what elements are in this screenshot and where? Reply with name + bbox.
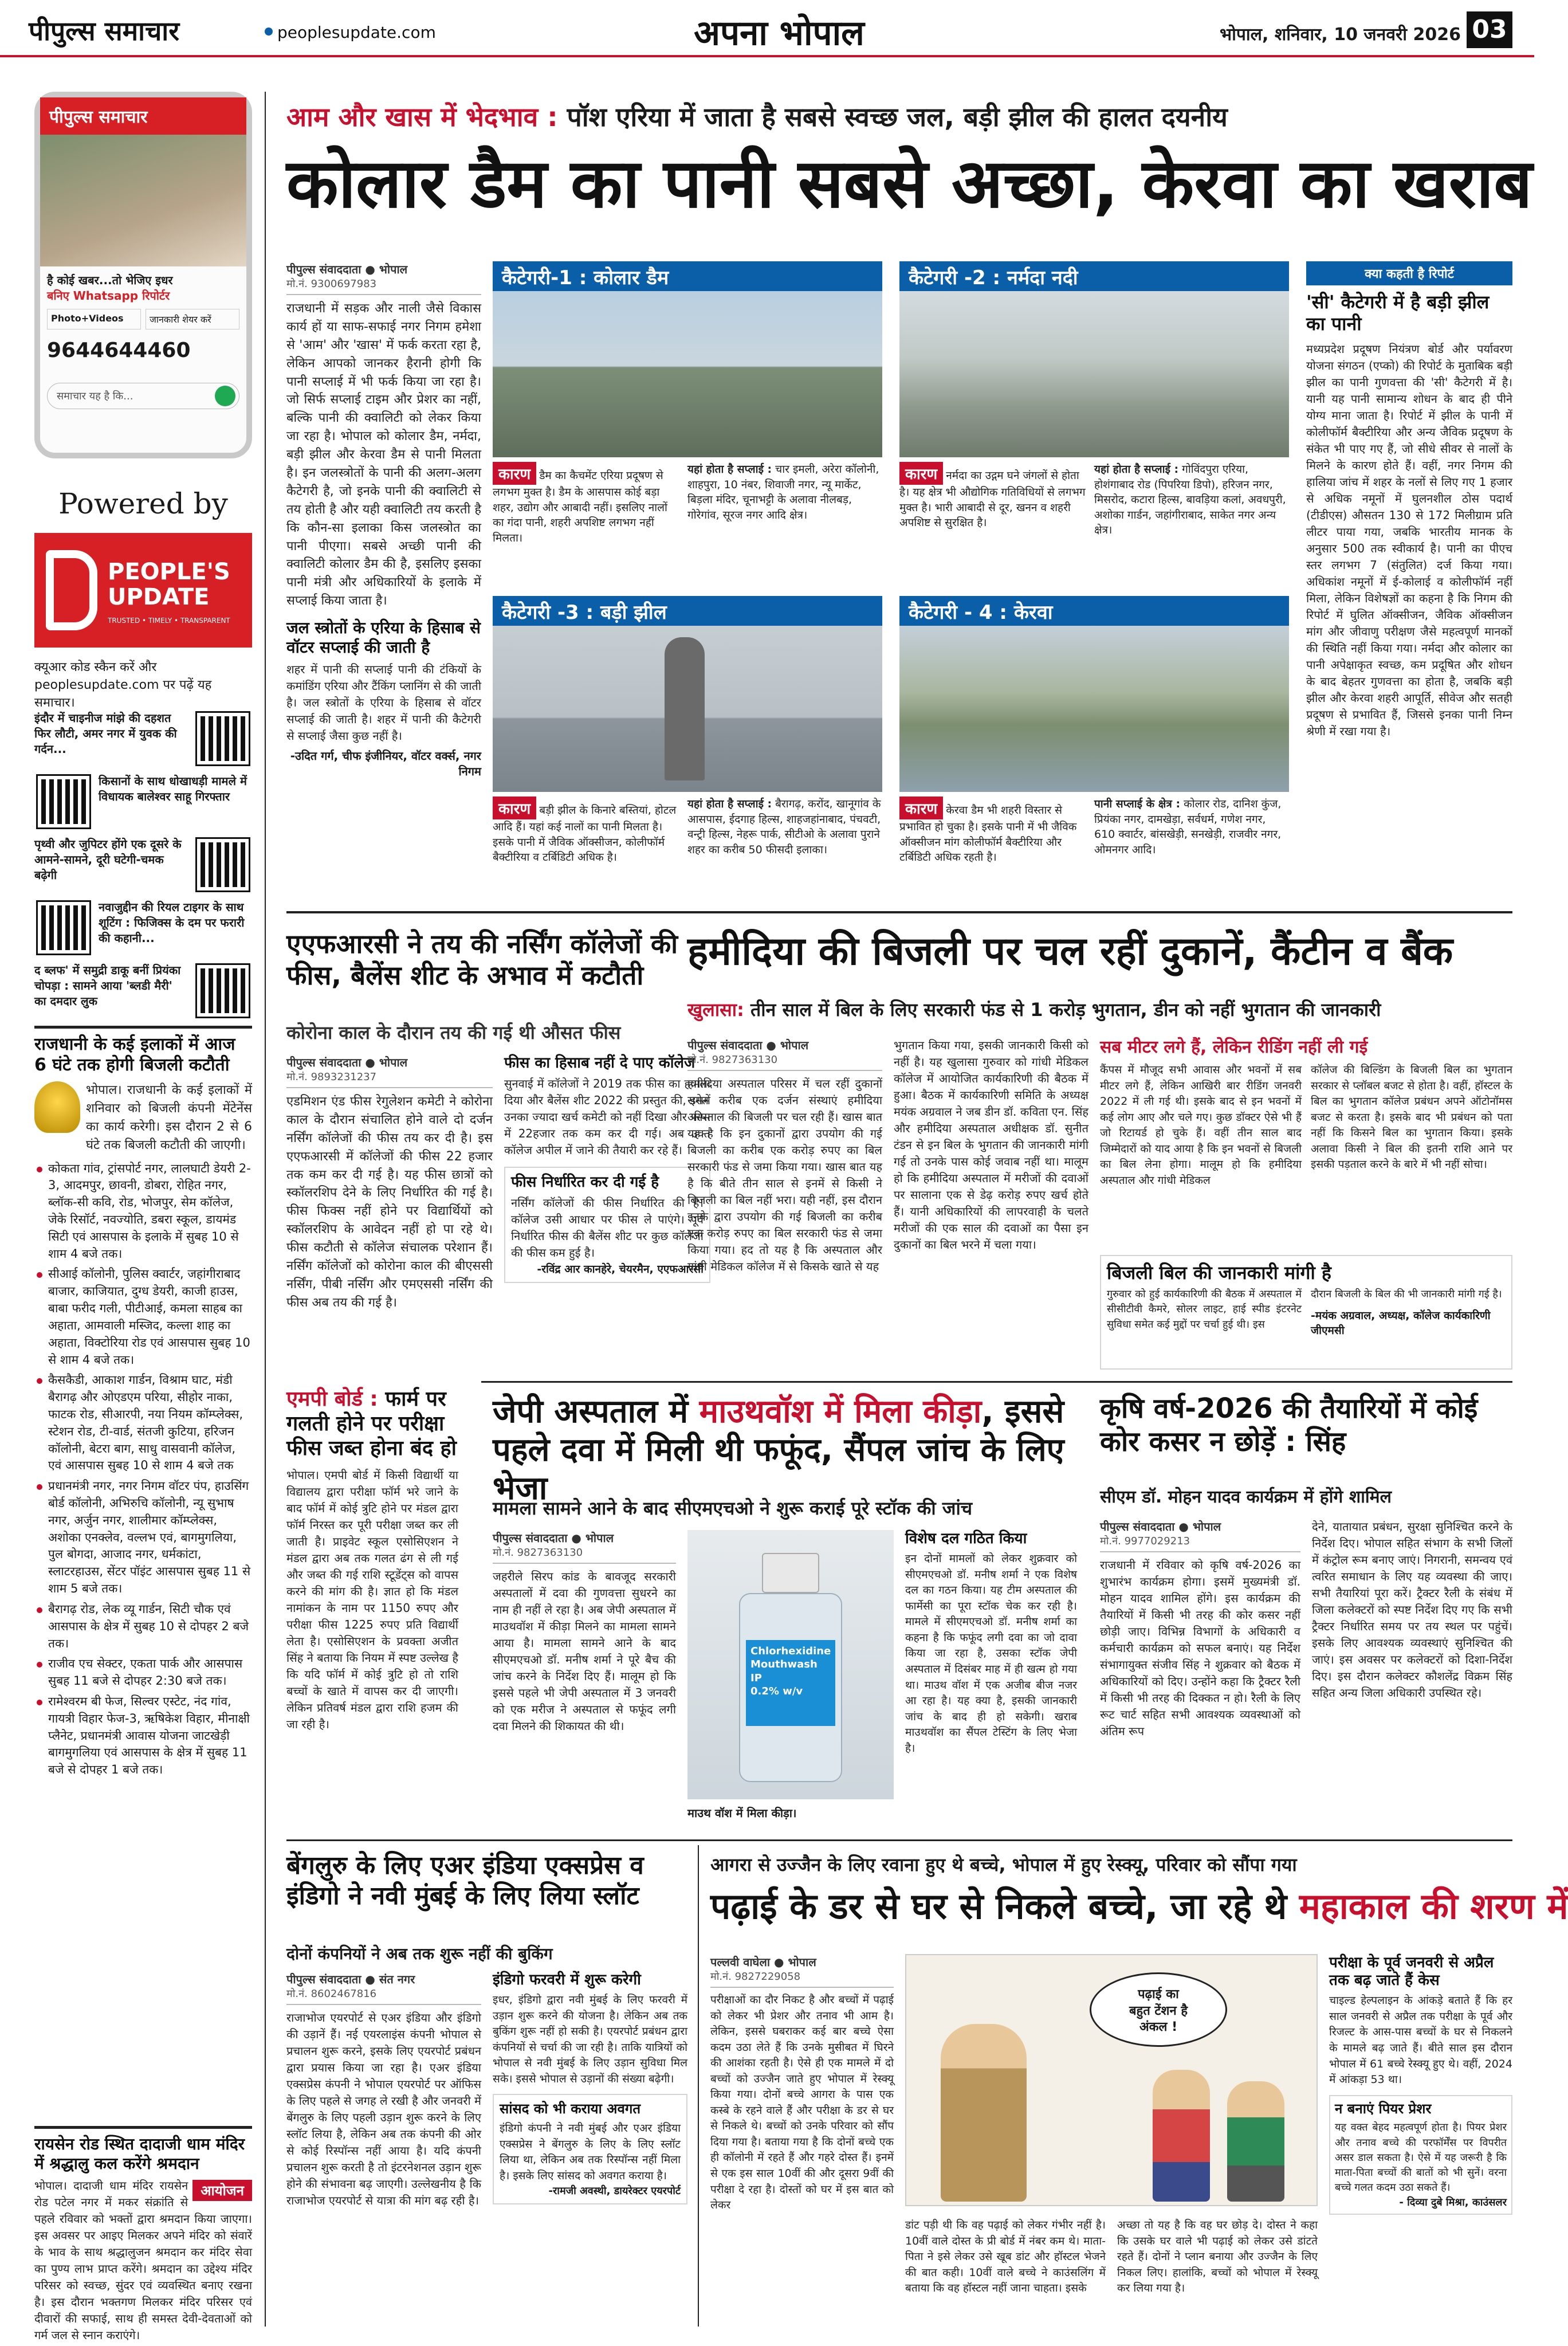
- report-box: [1306, 261, 1512, 897]
- bubble-line-1: पढ़ाई का: [1138, 1987, 1179, 2002]
- hamidia-headline: हमीदिया की बिजली पर चल रहीं दुकानें, कैंटीन व बैंक: [687, 929, 1453, 974]
- hamidia-quote-text-2: दौरान बिजली के बिल की भी जानकारी मांगी गई है।: [1311, 1288, 1502, 1301]
- lead-body: राजधानी में सड़क और नाली जैसे विकास कार्य हों या साफ-सफाई नगर निगम हमेशा से 'आम' और 'खास' में फर्क करता रहा है, लेकिन आपको जानकर हैरानी होगी कि पानी सप्लाई में भी फर्क किया जा रहा है। जो सिर्फ सप्लाई टाइम और प्रेशर का नहीं, बल्कि पानी की क्वालिटी को लेकर किया जा रहा है। भोपाल को कोलार डैम, नर्मदा, बड़ी झील और केरवा डैम से पानी मिलता है। इन जलस्त्रोतों के पानी की अलग-अलग कैटेगरी है, जो इनके पानी की क्वालिटी से तय होती है और यही क्वालिटी तय करती है कि कौन-सा इलाका किस जलस्त्रोत का पानी पीएगा। सबसे अच्छी पानी की क्वालिटी कोलार डैम की है, इसलिए इसका पानी मंत्री और अधिकारियों के इलाके में सप्लाई किया जाता है।: [286, 301, 481, 609]
- hamidia-body-3: कैंपस में मौजूद सभी आवास और भवनों में सब मीटर लगे हैं, लेकिन आखिरी बार रीडिंग जनवरी 2022 में ली गई थी। इसके बाद से इन भवनों में कई लोग आए और चले गए। कुछ डॉक्टर ऐसे भी हैं जो रिटायर्ड हो चुके हैं। वहीं तीन साल बाद जिम्मेदारों को याद आया है कि इन भवनों से बिजली का बिल लेना होगा। मालूम हो कि हमीदिया अस्पताल और गांधी मेडिकल: [1100, 1064, 1302, 1187]
- kids-side: [1329, 1954, 1512, 2327]
- ad-photo-videos: Photo+Videos: [47, 309, 141, 329]
- qr-item[interactable]: [34, 837, 252, 894]
- kolar-dam-photo: [493, 291, 882, 457]
- section-rule-3: [286, 1839, 1512, 1841]
- qr-item[interactable]: [34, 963, 252, 1020]
- ad-citizen: जानकारी शेयर करें: [146, 309, 239, 329]
- kids-quote: [1329, 2095, 1512, 2215]
- airline-headline: बेंगलुरु के लिए एअर इंडिया एक्सप्रेस व इंडिगो ने नवी मुंबई के लिए लिया स्लॉट: [286, 1851, 644, 1910]
- hamidia-meter-title: सब मीटर लगे हैं, लेकिन रीडिंग नहीं ली गई: [1100, 1037, 1368, 1057]
- nursing-deck: कोरोना काल के दौरान तय की गई थी औसत फीस: [286, 1022, 621, 1043]
- qr-item[interactable]: [34, 900, 252, 957]
- airline-quote-title: सांसद को भी कराया अवगत: [500, 2101, 641, 2117]
- nursing-quote-author: -रविंद्र आर कानहेरे, चेयरमैन, एएफआरसी: [537, 1263, 704, 1276]
- mic-icon[interactable]: [215, 386, 235, 406]
- kids-quote-author: - दिव्या दुबे मिश्रा, काउंसलर: [1399, 2196, 1507, 2208]
- whatsapp-ad: [34, 92, 252, 458]
- hamidia-quote-text: गुरुवार को हुई कार्यकारिणी की बैठक में अस्पताल में सीसीटीवी कैमरे, सोलर लाइट, हाई स्पीड इंटरनेट सुविधा समेत कई मुद्दों पर चर्चा हुई थी। इस: [1107, 1288, 1302, 1331]
- hamidia-col-1: [687, 1037, 882, 1370]
- qr-item-text: पृथ्वी और जुपिटर होंगे एक दूसरे के आमने-सामने, दूरी घटेगी-चमक बढ़ेगी: [34, 837, 182, 882]
- cause-text: बड़ी झील के किनारे बस्तियां, होटल आदि हैं। यहां कई नालों का पानी मिलता है। इसके पानी में जैविक ऑक्सीजन, कोलीफॉर्म बैक्टीरिया व टर्बिडिटी अधिक है।: [493, 804, 677, 864]
- cause-label: कारण: [493, 462, 536, 485]
- nursing-byline: पीपुल्स संवाददाता ● भोपाल मो.नं. 9893231237: [286, 1054, 493, 1088]
- cause-text: नर्मदा का उद्गम घने जंगलों से होता है। यह क्षेत्र भी औद्योगिक गतिविधियों से लगभग मुक्त है। भारी आबादी से दूर, खनन व शहरी अपशिष्ट से सुरक्षित है।: [899, 469, 1086, 529]
- kids-quote-title: न बनाएं पियर प्रेशर: [1335, 2100, 1432, 2117]
- kids-body-2: डांट पड़ी थी कि वह पढ़ाई को लेकर गंभीर नहीं है। 10वीं वाले दोस्त के प्री बोर्ड में नंबर कम थे। माता-पिता ने इसे लेकर उसे खूब डांट और हॉस्टल भेजने की बात कही। 10वीं वाले बच्चे ने काउंसलिंग में बताया कि वह हॉस्टल नहीं जाना चाहता। इसके: [905, 2219, 1106, 2295]
- airline-body-col: [286, 1971, 481, 2327]
- kids-headline-b: महाकाल की शरण में: [1299, 1885, 1568, 1927]
- jp-headline-a: जेपी अस्पताल में: [493, 1393, 699, 1430]
- pullquote-author: -उदित गर्ग, चीफ इंजीनियर, वॉटर वर्क्स, नगर निगम: [290, 749, 481, 779]
- peoples-update-logo: [34, 533, 252, 648]
- hamidia-quote-author: -मयंक अग्रवाल, अध्यक्ष, कॉलेज कार्यकारिणी जीएमसी: [1311, 1309, 1491, 1337]
- qr-item-text: नवाजुद्दीन की रियल टाइगर के साथ शूटिंग : फिजिक्स के दम पर फरारी की कहानी...: [99, 900, 245, 945]
- kids-cartoon: [905, 1954, 1318, 2206]
- mpboard-headline: [286, 1387, 458, 1461]
- ad-photo: [40, 135, 246, 266]
- kids-mobile: मो.नं. 9827229058: [710, 1971, 801, 1983]
- airline-side-title: इंडिगो फरवरी में शुरू करेगी: [493, 1971, 641, 1988]
- lead-kicker-highlight: आम और खास में भेदभाव :: [286, 101, 558, 132]
- lead-kicker-rest: पॉश एरिया में जाता है सबसे स्वच्छ जल, बड़ी झील की हालत दयनीय: [567, 101, 1228, 132]
- krishi-byline: पीपुल्स संवाददाता ● भोपाल मो.नं. 9977029213: [1100, 1519, 1300, 1552]
- bottle-label: [746, 1640, 835, 1726]
- section-title: अपना भोपाल: [694, 13, 864, 53]
- lead-kicker: [286, 99, 1512, 133]
- supply-label: यहां होता है सप्लाई :: [687, 798, 772, 810]
- power-cut-area: कैसकैडी, आकाश गार्डन, विश्राम घाट, मंडी बैरागढ़ और ओएडएम परिया, सीहोर नाका, फाटक रोड, सीआरपी, नया नियम कॉम्प्लेक्स, स्टेशन रोड, टी-वार्ड, संतजी कुटिया, हरिजन कॉलोनी, बेटरा बाग, साधु वासवानी कॉलेज, एवं आसपास सुबह 10 से शाम 4 बजे तक: [34, 1372, 252, 1474]
- powered-by: Powered by: [58, 487, 228, 520]
- krishi-col-2: देने, यातायात प्रबंधन, सुरक्षा सुनिश्चित करने के निर्देश दिए। भोपाल सहित संभाग के सभी जिलों में कंट्रोल रूम बनाए जाएं। निगरानी, समन्वय एवं त्वरित समाधान के लिए यह व्यवस्था की जाए। सभी तैयारियां पूरा करें। ट्रैक्टर रैली के संबंध में जिला कलेक्टरों को स्पष्ट निर्देश दिए गए कि सभी ट्रैक्टर निर्धारित समय पर तय स्थल पर पहुंचें। इसके लिए आवश्यक व्यवस्थाएं सुनिश्चित की जाएं। इस अवसर पर कलेक्टरों को दिशा-निर्देश दिए। इस दौरान कलेक्टर कौशलेंद्र विक्रम सिंह सहित अन्य जिला अधिकारी उपस्थित रहे।: [1312, 1520, 1512, 1700]
- logo-text: PEOPLE'S UPDATE: [108, 559, 230, 610]
- masthead: [0, 0, 1534, 57]
- mouthwash-photo: [687, 1530, 894, 1799]
- report-tag: क्या कहती है रिपोर्ट: [1306, 261, 1512, 285]
- power-cut-area: राजीव एच सेक्टर, एकता पार्क और आसपास सुबह 11 बजे से दोपहर 2:30 बजे तक।: [34, 1655, 252, 1690]
- qr-code[interactable]: [38, 776, 89, 827]
- hamidia-quote: [1100, 1255, 1512, 1370]
- hamidia-deck-kick: खुलासा:: [687, 999, 744, 1021]
- lead-body-column: [286, 261, 481, 897]
- qr-code[interactable]: [197, 965, 249, 1017]
- bada-talab-photo: [493, 626, 882, 792]
- cause-text: डैम का कैचमेंट एरिया प्रदूषण से लगभग मुक्त है। डैम के आसपास कोई बड़ा शहर, उद्योग और आबादी नहीं। इसलिए नालों का गंदा पानी, शहरी अपशिष्ट लगभग नहीं मिलता।: [493, 469, 667, 544]
- lead-mobile: मो.नं. 9300697983: [286, 278, 377, 290]
- mouthwash-caption: माउथ वॉश में मिला कीड़ा।: [687, 1806, 797, 1820]
- jp-sub-text: इन दोनों मामलों को लेकर शुक्रवार को सीएमएचओ डॉ. मनीष शर्मा ने एक विशेष दल का गठन किया। यह टीम अस्पताल की फार्मेसी का पूरा स्टॉक चेक कर रही है। मामले में सीएमएचओ डॉ. मनीष शर्मा का कहना है कि फफूंद लगी दवा का जो दावा किया जा रहा है, उसका स्टॉक जेपी अस्पताल में दिसंबर माह में ही खत्म हो गया था। माउथ वॉश में एक अजीब बीज नजर आ रहा है। यह क्या है, इसकी जानकारी जांच के बाद ही हो सकेगी। खराब माउथवॉश का सैंपल टेस्टिंग के लिए भेजा है।: [905, 1552, 1077, 1755]
- child-figure-2: [1227, 2081, 1284, 2202]
- airline-quote-author: -रामजी अवस्थी, डायरेक्टर एयरपोर्ट: [548, 2185, 681, 2198]
- krishi-col-1: [1100, 1519, 1300, 1828]
- section-rule: [286, 911, 1512, 913]
- power-cut-headline: राजधानी के कई इलाकों में आज 6 घंटे तक होगी बिजली कटौती: [34, 1034, 235, 1075]
- category-box-1: [493, 261, 882, 582]
- kids-quote-text: यह वक्त बेहद महत्वपूर्ण होता है। पियर प्रेशर और तनाव बच्चे की परफॉर्मेंस पर विपरीत असर डाल सकता है। ऐसे में यह जरूरी है कि माता-पिता बच्चों की बातों को भी सुनें। वरना बच्चे गलत कदम उठा सकते हैं।: [1335, 2121, 1507, 2194]
- nursing-body: एडमिशन एंड फीस रेगुलेशन कमेटी ने कोरोना काल के दौरान संचालित होने वाले दो दर्जन नर्सिंग कॉलेजों की फीस तय कर दी है। इस एएफआरसी में कॉलेजों की फीस 22 हजार तक कम कर दी गई है। यह फीस छात्रों को स्कॉलरशिप देने के लिए निर्धारित की गई है। फीस फिक्स नहीं होने पर विद्यार्थियों को स्कॉलरशिप के आवेदन नहीं हो पा रहे थे। फीस कटौती से कॉलेज संचालक परेशान हैं। नर्सिंग कॉलेजों को कोरोना काल की बीएससी नर्सिंग, पीबी नर्सिंग और एमएससी नर्सिंग की फीस अब तय की गई है।: [286, 1094, 493, 1310]
- krishi-mobile: मो.नं. 9977029213: [1100, 1535, 1190, 1547]
- airline-side-text: इधर, इंडिगो द्वारा नवी मुंबई के लिए फरवरी में उड़ान शुरू करने की योजना है। लेकिन अब तक बुकिंग शुरू नहीं हो सकी है। एयरपोर्ट प्रबंधन द्वारा कंपनियों से चर्चा की जा रही है। ताकि यात्रियों को भोपाल से नवी मुंबई के लिए उड़ान सुविधा मिल सके। इससे भोपाल से उड़ानों की संख्या बढ़ेगी।: [493, 1994, 687, 2085]
- ad-line1: है कोई खबर...तो भेजिए इधर: [47, 273, 173, 287]
- airline-deck: दोनों कंपनियों ने अब तक शुरू नहीं की बुकिंग: [286, 1944, 553, 1963]
- logo-tagline: TRUSTED • TIMELY • TRANSPARENT: [108, 617, 230, 625]
- bottle-body: [739, 1593, 842, 1782]
- jp-headline-b: माउथवॉश में मिला कीड़ा: [699, 1393, 982, 1430]
- statue-shape: [665, 637, 705, 780]
- lead-headline: कोलार डैम का पानी सबसे अच्छा, केरवा का खराब: [286, 144, 1532, 223]
- jp-deck: मामला सामने आने के बाद सीएमएचओ ने शुरू कराई पूरे स्टॉक की जांच: [493, 1497, 973, 1519]
- brand-logo: पीपुल्स समाचार: [29, 15, 180, 46]
- ad-chat-placeholder: समाचार यह है कि...: [57, 390, 133, 402]
- speech-bubble: [1090, 1972, 1227, 2047]
- bulb-icon: [34, 1081, 80, 1133]
- nursing-side-title: फीस का हिसाब नहीं दे पाए कॉलेज: [504, 1054, 695, 1072]
- dada-dham-story: [34, 2126, 252, 2343]
- kerwa-dam-photo: [899, 626, 1289, 792]
- supply-text: गोविंदपुरा एरिया, होशंगाबाद रोड (पिपरिया डिपो), हरिजन नगर, मिसरोद, कटारा हिल्स, बावड़िया कलां, अवधपुरी, अशोका गार्डन, जहांगीराबाद, साकेत नगर अन्य क्षेत्र।: [1094, 463, 1286, 537]
- lead-pullquote: [286, 618, 481, 779]
- power-cut-area: बैरागढ़ रोड, लेक व्यू गार्डन, सिटी चौक एवं आसपास के क्षेत्र में सुबह 10 से दोपहर 2 बजे तक।: [34, 1601, 252, 1652]
- hamidia-mobile: मो.नं. 9827363130: [687, 1054, 778, 1066]
- pullquote-text: शहर में पानी की सप्लाई पानी की टंकियों के कमांडिंग एरिया और टैंकिंग प्लानिंग से की जाती है। जल स्त्रोतों के एरिया के हिसाब से वॉटर सप्लाई की जाती है। शहर में पानी की कैटेगरी से सप्लाई जैसा कुछ नहीं है।: [286, 662, 481, 743]
- qr-item-text: किसानों के साथ धोखाधड़ी मामले में विधायक बालेश्वर साहू गिरफ्तार: [99, 774, 247, 803]
- kids-col-1: [710, 1954, 894, 2327]
- jp-body: जहरीले सिरप कांड के बावजूद सरकारी अस्पतालों में दवा की गुणवत्ता सुधरने का नाम ही नहीं ले रहा है। अब जेपी अस्पताल में माउथवॉश में कीड़ा मिलने का मामला सामने आया है। मामला सामने आने के बाद सीएमएचओ डॉ. मनीष शर्मा ने पूरे बैच की जांच करने के निर्देश दिए हैं। मालूम हो कि इससे पहले भी जेपी अस्पताल में 3 जनवरी को एक मरीज ने अस्पताल से फफूंद लगी दवा मिलने की शिकायत की थी।: [493, 1570, 676, 1733]
- kids-byline: पल्लवी वाघेला ● भोपाल मो.नं. 9827229058: [710, 1954, 894, 1988]
- nursing-mobile: मो.नं. 9893231237: [286, 1071, 377, 1083]
- dada-dham-tag: आयोजन: [192, 2180, 252, 2201]
- column-rule-2: [698, 1845, 699, 2327]
- dateline: भोपाल, शनिवार, 10 जनवरी 2026: [1220, 25, 1461, 45]
- airline-quote: [493, 2094, 687, 2204]
- report-body: मध्यप्रदेश प्रदूषण नियंत्रण बोर्ड और पर्यावरण योजना संगठन (एप्को) की रिपोर्ट के मुताबिक बड़ी झील का पानी गुणवत्ता की 'सी' कैटेगरी में है। यानी यह पानी सामान्य शोधन के बाद ही पीने योग्य माना जाता है। रिपोर्ट में झील के पानी में कोलीफॉर्म बैक्टीरिया और अन्य जैविक प्रदूषण के संकेत भी पाए गए हैं, जो सीधे सीवर से नालों के मिलने के कारण होते हैं। वहीं, नगर निगम की हालिया जांच में शहर के नलों से लिए गए 1 हजार से अधिक नमूनों में घुलनशील ठोस पदार्थ (टीडीएस) औसतन 130 से 172 मिलीग्राम प्रति लीटर पाया गया, जबकि भारतीय मानक के अनुसार 500 तक स्वीकार्य है। पानी का पीएच स्तर लगभग 7 (संतुलित) दर्ज किया गया। अधिकांश नमूनों में ई-कोलाई व कोलीफॉर्म नहीं मिला, लेकिन विशेषज्ञों का कहना है कि निगम की रिपोर्ट में घुलित ऑक्सीजन, जैविक ऑक्सीजन मांग और जीवाणु परीक्षण जैसे महत्वपूर्ण मानकों की स्थिति नहीं किया गया। नर्मदा और कोलार का पानी अपेक्षाकृत स्वच्छ, कम प्रदूषित और शोधन के बाद बेहतर गुणवत्ता का होता है, जबकि बड़ी झील और केरवा शहरी आपूर्ति, सीवेज और सतही प्रदूषण से प्रभावित हैं, जिससे इनका पानी निम्न श्रेणी में रखा गया है।: [1306, 342, 1512, 738]
- krishi-deck: सीएम डॉ. मोहन यादव कार्यक्रम में होंगे शामिल: [1100, 1487, 1392, 1507]
- airline-mobile: मो.नं. 8602467816: [286, 1988, 377, 2000]
- krishi-body-1: राजधानी में रविवार को कृषि वर्ष-2026 का शुभारंभ कार्यक्रम होगा। इसमें मुख्यमंत्री डॉ. मोहन यादव शामिल होंगे। इस कार्यक्रम की तैयारियों में किसी भी तरह की कोर कसर नहीं छोड़ी जाए। विभिन्न विभागों के अधिकारी व कर्मचारी कार्यक्रम को सफल बनाएं। यह निर्देश संभागायुक्त संजीव सिंह ने शुक्रवार को बैठक में अधिकारियों को दिए। उन्होंने कहा कि ट्रैक्टर रैली में किसी भी तरह की दिक्कत न हो। रैली के लिए रूट चार्ट सहित सभी आवश्यक व्यवस्थाओं को अंतिम रूप: [1100, 1558, 1300, 1738]
- hamidia-byline: पीपुल्स संवाददाता ● भोपाल मो.नं. 9827363130: [687, 1037, 882, 1071]
- jp-body-col: [493, 1530, 676, 1828]
- nursing-quote-title: फीस निर्धारित कर दी गई है: [511, 1174, 659, 1191]
- qr-item[interactable]: [34, 711, 252, 768]
- nursing-side: [504, 1054, 710, 1364]
- bottle-cap: [762, 1553, 819, 1593]
- nursing-body-col: [286, 1054, 493, 1364]
- category-box-3: [493, 596, 882, 900]
- hamidia-body-1: हमीदिया अस्पताल परिसर में चल रहीं दुकानों समेत करीब एक दर्जन संस्थाएं हमीदिया अस्पताल की बिजली पर चल रही हैं। खास बात यह है कि इन दुकानों द्वारा उपयोग की गई बिजली का करीब एक करोड़ रुपए का बिल सरकारी फंड से जमा किया गया। खास बात यह है कि बीते तीन साल से इनमें से किसी ने बिजली का बिल नहीं भरा। यही नहीं, इस दौरान इनके द्वारा उपयोग की गई बिजली का करीब एक करोड़ रुपए का बिल सरकारी फंड से जमा किया गया। हद तो यह है कि अस्पताल और गांधी मेडिकल कॉलेज में से किसके खाते से यह: [687, 1077, 882, 1273]
- qr-code[interactable]: [197, 839, 249, 890]
- nursing-quote-text: नर्सिंग कॉलेजों की फीस निर्धारित की है। कॉलेज उसी आधार पर फीस ले पाएंगे। पूर्व निर्धारित फीस की बैलेंस शीट पर कुछ कॉलेजों की फीस कम हुई है।: [511, 1196, 704, 1260]
- cause-label: कारण: [899, 462, 943, 485]
- power-cut-area: रामेश्वरम बी फेज, सिल्वर एस्टेट, नंद गांव, गायत्री विहार फेज-3, ऋषिकेश विहार, मीनाक्षी प्लैनेट, प्रधानमंत्री आवास योजना जाटखेड़ी बागमुगलिया एवं आसपास के क्षेत्र में सुबह 11 बजे से दोपहर 1 बजे तक।: [34, 1693, 252, 1779]
- power-cut-area: सीआई कॉलोनी, पुलिस क्वार्टर, जहांगीराबाद बाजार, काजियात, दुग्ध डेयरी, काजी हाउस, बाबा फरीद गली, पीटीआई, कमला साहब का अहाता, आमवाली मस्जिद, कल्ला शाह का अहाता, विक्टोरिया रोड एवं आसपास सुबह 10 से शाम 4 बजे तक।: [34, 1266, 252, 1368]
- jp-sub-col: [905, 1530, 1077, 1828]
- qr-code[interactable]: [197, 713, 249, 764]
- jp-headline-c: , इससे पहले दवा में मिली थी फफूंद, सैंपल जांच के लिए भेजा: [493, 1393, 1064, 1508]
- supply-label: पानी सप्लाई के क्षेत्र :: [1094, 798, 1181, 810]
- qr-item[interactable]: [34, 774, 252, 831]
- supply-label: यहां होता है सप्लाई :: [687, 463, 772, 476]
- policeman-figure: [941, 2024, 1027, 2202]
- bottle-label-3: 0.2% w/v: [750, 1685, 803, 1698]
- ad-phone[interactable]: 9644644460: [47, 339, 191, 362]
- ad-line2: बनिए Whatsapp रिपोर्टर: [47, 289, 170, 303]
- mpboard-headline-red: एमपी बोर्ड :: [286, 1387, 378, 1411]
- hamidia-deck: [687, 997, 1512, 1026]
- power-cut-story: [34, 1026, 252, 2120]
- category-title: कैटेगरी - 4 : केरवा: [899, 596, 1289, 626]
- qr-note: क्यूआर कोड स्कैन करें और peoplesupdate.com पर पढ़ें यह समाचार।: [34, 660, 212, 710]
- bubble-line-2: बहुत टेंशन है: [1129, 2003, 1188, 2018]
- kids-headline-a: पढ़ाई के डर से घर से निकले बच्चे, जा रहे थे: [710, 1885, 1299, 1927]
- narmada-plant-photo: [899, 291, 1289, 457]
- jp-mobile: मो.नं. 9827363130: [493, 1547, 583, 1559]
- supply-label: यहां होता है सप्लाई :: [1094, 463, 1179, 476]
- cause-label: कारण: [899, 797, 943, 819]
- power-cut-intro: भोपाल। राजधानी के कई इलाकों में शनिवार को बिजली कंपनी मेंटेनेंस का कार्य करेगी। इस दौरान 2 से 6 घंटे तक बिजली कटौती की जाएगी।: [86, 1083, 252, 1152]
- bubble-line-3: अंकल !: [1139, 2020, 1178, 2035]
- category-title: कैटेगरी -3 : बड़ी झील: [493, 596, 882, 626]
- section-rule-2: [481, 1381, 1512, 1383]
- hamidia-meter-box: [1100, 1037, 1512, 1209]
- kids-body-1: परीक्षाओं का दौर निकट है और बच्चों में पढ़ाई को लेकर भी प्रेशर और तनाव भी आम है। लेकिन, इससे घबराकर कई बार बच्चे ऐसा कदम उठा लेते हैं कि उनके मुसीबत में घिरने की आशंका रहती है। ऐसे ही एक मामले में दो बच्चों को उज्जैन जाते हुए भोपाल में रेस्क्यू किया गया। दोनों बच्चे आगरा के पास एक कस्बे के रहने वाले हैं और परीक्षा के डर से घर से निकले थे। बच्चों को उनके परिवार को सौंप दिया गया है। बताया गया है कि दोनों बच्चे एक ही कॉलोनी में रहते हैं और गहरे दोस्त हैं। इनमें से एक इस साल 10वीं की और दूसरा 9वीं की परीक्षा दे रहा है। दोस्तों को घर में इस बात को लेकर: [710, 1994, 894, 2212]
- jp-byline: पीपुल्स संवाददाता ● भोपाल मो.नं. 9827363130: [493, 1530, 676, 1564]
- ad-chat-bar[interactable]: [47, 383, 239, 409]
- category-box-4: [899, 596, 1289, 900]
- mpboard-headline-rest: फार्म पर गलती होने पर परीक्षा फीस जब्त होना बंद हो: [286, 1387, 457, 1461]
- qr-list: [34, 711, 252, 1020]
- nursing-headline: एएफआरसी ने तय की नर्सिंग कॉलेजों की फीस, बैलेंस शीट के अभाव में कटौती: [286, 928, 678, 991]
- kids-kicker: आगरा से उज्जैन के लिए रवाना हुए थे बच्चे, भोपाल में हुए रेस्क्यू, परिवार को सौंपा गया: [710, 1854, 1297, 1876]
- power-cut-area: कोकता गांव, ट्रांसपोर्ट नगर, लालघाटी डेयरी 2-3, आदमपुर, छावनी, डोबरा, रोहित नगर, ब्लॉक-सी कवि, रोड, भोजपुर, सेम कॉलेज, जेके रिसॉर्ट, नवज्योति, डबरा स्कूल, डायमंड सिटी एवं आसपास के इलाके में सुबह 10 से शाम 4 बजे तक।: [34, 1160, 252, 1263]
- website[interactable]: peoplesupdate.com: [277, 23, 436, 42]
- bottle-label-1: Chlorhexidine: [750, 1645, 831, 1657]
- supply-text: कोलार रोड, दानिश कुंज, प्रियंका नगर, दामखेड़ा, सर्वधर्म, गणेश नगर, 610 क्वार्टर, बांसखेड़ी, सनखेड़ी, राजवीर नगर, ओमनगर आदि।: [1094, 798, 1282, 856]
- kids-side-title: परीक्षा के पूर्व जनवरी से अप्रैल तक बढ़ जाते हैं केस: [1329, 1954, 1494, 1990]
- dada-dham-headline: रायसेन रोड स्थित दादाजी धाम मंदिर में श्रद्धालु कल करेंगे श्रमदान: [34, 2135, 245, 2173]
- hamidia-quote-title: बिजली बिल की जानकारी मांगी है: [1107, 1262, 1331, 1284]
- mpboard-body: भोपाल। एमपी बोर्ड में किसी विद्यार्थी या विद्यालय द्वारा परीक्षा फॉर्म भरे जाने के बाद फॉर्म में कोई त्रुटि होने पर मंडल द्वारा फॉर्म निरस्त कर पूरी परीक्षा जब्त कर ली जाती है। प्राइवेट स्कूल एसोसिएशन ने मंडल द्वारा अब तक गलत ढंग से ली गई और जब्त की गई राशि स्टूडेंट्स को वापस करने की मांग की है। ज्ञात हो कि मंडल नामांकन के नाम पर 1150 रुपए और परीक्षा फीस 1225 रुपए प्रति विद्यार्थी लेता है। एसोसिएशन के प्रवक्ता अजीत सिंह ने बताया कि नियम में स्पष्ट उल्लेख है कि यदि फॉर्म में कोई त्रुटि हो तो राशि बच्चों के खाते में वापस कर दी जाएगी। लेकिन प्रतिवर्ष मंडल द्वारा राशि हजम की जा रही है।: [286, 1468, 458, 1731]
- hamidia-col-2: भुगतान किया गया, इसकी जानकारी किसी को नहीं है। यह खुलासा गुरुवार को गांधी मेडिकल कॉलेज में आयोजित कार्यकारिणी की बैठक में हुआ। बैठक में कार्यकारिणी समिति के अध्यक्ष मयंक अग्रवाल ने जब डीन डॉ. कविता एन. सिंह और हमीदिया अस्पताल अधीक्षक डॉ. सुनीत टंडन से इन बिल के भुगतान की जानकारी मांगी गई तो उनके पास कोई जवाब नहीं था। मालूम हो कि हमीदिया अस्पताल में मरीजों की दवाओं पर सालाना एक से डेढ़ करोड़ रुपए खर्च होते हैं। यानी अधिकारियों की लापरवाही के चलते मरीजों की एक साल की दवाओं का पैसा इन दुकानों का बिल भरने में चला गया।: [894, 1038, 1088, 1252]
- report-title: 'सी' कैटेगरी में है बड़ी झील का पानी: [1306, 291, 1490, 335]
- power-cut-area: प्रधानमंत्री नगर, नगर निगम वॉटर पंप, हाउसिंग बोर्ड कॉलोनी, अभिरुचि कॉलोनी, न्यू सुभाष नगर, अर्जुन नगर, शालीमार कॉम्प्लेक्स, अशोका एनक्लेव, वल्लभ एवं, बागमुगलिया, पुल बोगदा, आजाद नगर, धर्मकांटा, स्लाटरहाउस, सेंटर पॉइंट आसपास सुबह 11 से शाम 5 बजे तक।: [34, 1478, 252, 1598]
- page-number: 03: [1467, 11, 1512, 48]
- airline-byline: पीपुल्स संवाददाता ● संत नगर मो.नं. 8602467816: [286, 1971, 481, 2005]
- pullquote-title: जल स्त्रोतों के एरिया के हिसाब से वॉटर सप्लाई की जाती है: [286, 618, 481, 657]
- kids-side-text: चाइल्ड हेल्पलाइन के आंकड़े बताते हैं कि हर साल जनवरी से अप्रैल तक परीक्षा के पूर्व और रिजल्ट के आस-पास बच्चों के घर से निकलने के मामले बढ़ जाते हैं। बीते साल इस दौरान भोपाल में 61 बच्चे रेस्क्यू हुए थे। वहीं, 2024 में आंकड़ा 53 था।: [1329, 1994, 1512, 2086]
- ad-header: पीपुल्स समाचार: [40, 97, 246, 135]
- supply-text: चार इमली, अरेरा कॉलोनी, शाहपुरा, 10 नंबर, शिवाजी नगर, न्यू मार्केट, बिड़ला मंदिर, चूनाभट्टी के अलावा नीलबड़, गोरेगांव, सूरज नगर आदि क्षेत्र।: [687, 463, 879, 521]
- category-box-2: [899, 261, 1289, 582]
- qr-item-text: द ब्लफ' में समुद्री डाकू बनीं प्रियंका चोपड़ा : सामने आया 'ब्लडी मैरी' का दमदार लुक: [34, 963, 181, 1008]
- cause-label: कारण: [493, 797, 536, 819]
- supply-text: बैरागढ़, करोंद, खानूगांव के आसपास, ईदगाह हिल्स, शाहजहांनाबाद, पंचवटी, वन्ट्री हिल्स, नेहरू पार्क, सीटीओ के अलावा पुराने शहर का करीब 50 फीसदी इलाका।: [687, 798, 881, 856]
- lead-byline: पीपुल्स संवाददाता ● भोपाल मो.नं. 9300697983: [286, 261, 481, 295]
- hamidia-body-4: कॉलेज की बिल्डिंग के बिजली बिल का भुगतान सरकार से प्लॉबल बजट से होता है। वहीं, हॉस्टल के बिल का भुगतान कॉलेज प्रबंधन अपने ऑटोनॉमस बजट से करता है। इसके बाद भी प्रबंधन को पता नहीं कि किसने बिल का भुगतान किया। इसके अलावा किसी ने बिल की इतनी राशि आने पर इसकी पड़ताल करने के बारे में भी नहीं सोचा।: [1311, 1064, 1512, 1171]
- cause-text: केरवा डैम भी शहरी विस्तार से प्रभावित हो चुका है। इसके पानी में भी जैविक ऑक्सीजन मांग कोलीफॉर्म बैक्टीरिया और टर्बिडिटी अधिक रहती है।: [899, 804, 1077, 864]
- hamidia-deck-text: तीन साल में बिल के लिए सरकारी फंड से 1 करोड़ भुगतान, डीन को नहीं भुगतान की जानकारी: [750, 999, 1381, 1021]
- child-figure-1: [1153, 2070, 1210, 2202]
- category-title: कैटेगरी-1 : कोलार डैम: [493, 261, 882, 291]
- kids-body-3: अच्छा तो यह है कि वह घर छोड़ दे। दोस्त ने कहा कि उसके घर वाले भी पढ़ाई को लेकर उसे डांटते रहते हैं। दोनों ने प्लान बनाया और उज्जैन के लिए निकल लिए। हालांकि, बच्चों को भोपाल में रेस्क्यू कर लिया गया है।: [1117, 2219, 1318, 2295]
- airline-quote-text: इंडिगो कंपनी ने नवी मुंबई और एअर इंडिया एक्सप्रेस ने बेंगलुरु के लिए के लिए स्लॉट लिया था, लेकिन अब तक रिस्पॉन्स नहीं मिला है। इसके लिए सांसद को अवगत कराया है।: [500, 2122, 681, 2182]
- website-icon: [265, 28, 273, 36]
- kids-headline: [710, 1885, 1568, 1943]
- column-rule: [265, 92, 266, 2327]
- airline-body: राजाभोज एयरपोर्ट से एअर इंडिया और इंडिगो की उड़ानें हैं। नई एयरलाइंस कंपनी भोपाल से प्रचालन शुरू करने, इसके लिए एयरपोर्ट प्रबंधन द्वारा प्रयास किया जा रहा है। एअर इंडिया एक्सप्रेस कंपनी ने भोपाल एयरपोर्ट पर ऑफिस के लिए पहले से जगह ले रखी है और जनवरी में बेंगलुरु के लिए पहली उड़ान शुरू करने के लिए स्लॉट लिया है, लेकिन अब तक कंपनी की ओर से कोई रिस्पॉन्स नहीं आया है। यदि कंपनी प्रचालन शुरू करती है तो इंटरनेशनल उड़ान शुरू होने की संभावना बढ़ जाएगी। उल्लेखनीय है कि राजाभोज एयरपोर्ट से यात्रा की मांग बढ़ रही है।: [286, 2011, 481, 2207]
- bottle-label-2: Mouthwash IP: [750, 1658, 818, 1684]
- krishi-headline: कृषि वर्ष-2026 की तैयारियों में कोई कोर कसर न छोड़ें : सिंह: [1100, 1392, 1478, 1458]
- nursing-side-text: सुनवाई में कॉलेजों ने 2019 तक फीस का हवाला दिया और बैलेंस शीट 2022 की प्रस्तुत की, इसमें उनका ज्यादा खर्च कमेटी को नहीं दिखा और फीस में 22हजार तक कम कर दी गई। अब उक्त कॉलेज अपील में जाने की तैयारी कर रहे हैं।: [504, 1077, 710, 1158]
- nursing-quote: [504, 1167, 710, 1283]
- qr-code[interactable]: [38, 902, 89, 954]
- jp-sub-title: विशेष दल गठित किया: [905, 1530, 1027, 1547]
- qr-item-text: इंदौर में चाइनीज मांझे की दहशत फिर लौटी, अमर नगर में युवक की गर्दन...: [34, 711, 177, 756]
- airline-side: [493, 1971, 687, 2327]
- dada-dham-body: भोपाल। दादाजी धाम मंदिर रायसेन रोड पटेल नगर में मकर संक्रांति से पहले रविवार को भक्तों द्वारा श्रमदान किया जाएगा। इस अवसर पर आइए मिलकर अपने मंदिर को संवारें के भाव के साथ श्रद्धालुजन श्रमदान कर मंदिर सेवा का पुण्य लाभ प्राप्त करेंगे। श्रमदान का उद्देश्य मंदिर परिसर को स्वच्छ, सुंदर एवं व्यवस्थित बनाए रखना है। इस दौरान भक्तगण मिलकर मंदिर परिसर एवं दीवारों की सफाई, साथ ही समस्त देवी-देवताओं को गर्म जल से स्नान कराएंगे।: [34, 2179, 252, 2343]
- logo-p-icon: [46, 550, 97, 630]
- category-title: कैटेगरी -2 : नर्मदा नदी: [899, 261, 1289, 291]
- mpboard-story: [286, 1387, 458, 1799]
